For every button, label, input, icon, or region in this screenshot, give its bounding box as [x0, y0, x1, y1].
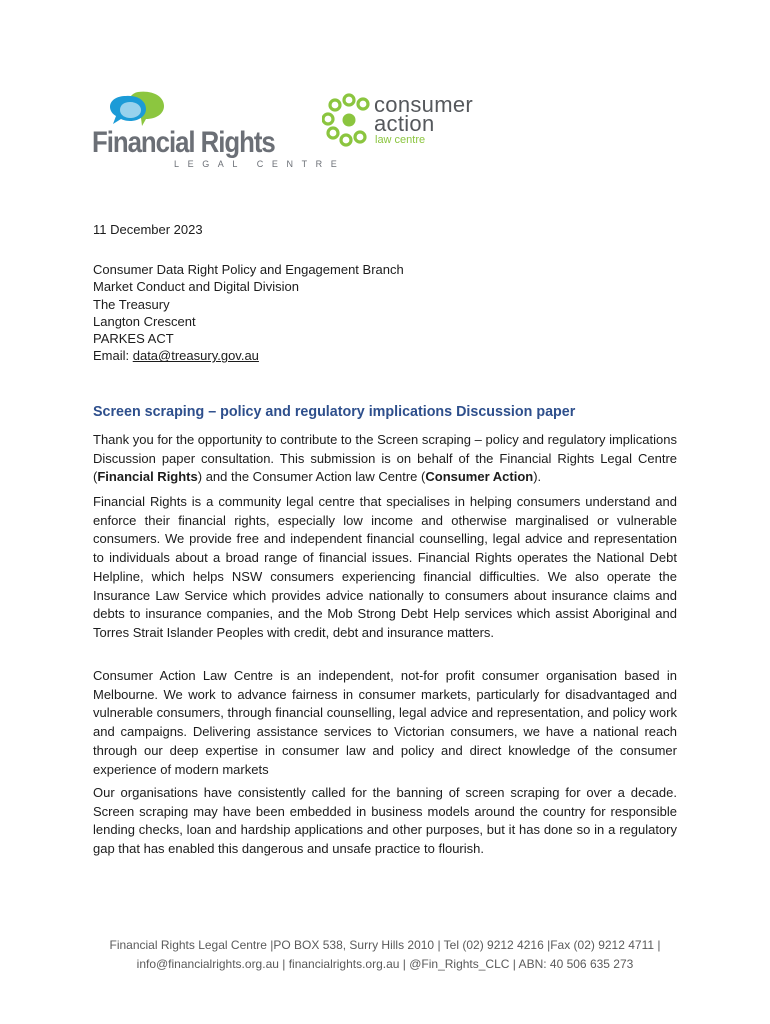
email-line: [93, 347, 404, 364]
paragraph-intro: [93, 431, 677, 487]
paragraph-consumer-action: Consumer Action Law Centre is an independent, not-for profit consumer organisation based in Melbourne. We work to advance fairness in consumer markets, particularly for disadvantaged and vulnerable consumers, through financial counselling, legal advice and representation, and policy work and campaigns. Delivering assistance services to Victorian consumers, we have a national reach through our deep expertise in consumer law and policy and direct knowledge of the consumer experience of modern markets: [93, 668, 677, 777]
paragraph-text: Thank you for the opportunity to contribute to the Screen scraping – policy and regulatory implications Discussion paper consultation. This submission is on behalf of the Financial Rights Legal Centre (: [93, 432, 677, 485]
address-line: Market Conduct and Digital Division: [93, 279, 299, 295]
financial-rights-logo-name: Financial Rights: [92, 126, 275, 159]
consumer-action-logo-line2: action: [374, 111, 435, 136]
paragraph-text: ).: [533, 469, 542, 485]
financial-rights-logo-subtitle: LEGAL CENTRE: [174, 159, 346, 169]
chain-circle-icon: [322, 92, 376, 148]
paragraph-text: ) and the Consumer Action law Centre (: [197, 469, 426, 485]
footer-line2: info@financialrights.org.au | financialrights.org.au | @Fin_Rights_CLC | ABN: 40 506 635 273: [136, 957, 634, 971]
email-link[interactable]: data@treasury.gov.au: [132, 348, 259, 364]
paragraph-financial-rights: Financial Rights is a community legal centre that specialises in helping consumers understand and enforce their financial rights, especially low income and otherwise marginalised or vulnerable consumers. We provide free and independent financial counselling, legal advice and representation to individuals about a broad range of financial issues. Financial Rights operates the National Debt Helpline, which helps NSW consumers experiencing financial difficulties. We also operate the Insurance Law Service which provides advice nationally to consumers about insurance claims and debts to insurance companies, and the Mob Strong Debt Help services which assist Aboriginal and Torres Strait Islander Peoples with credit, debt and insurance matters.: [93, 494, 677, 640]
document-heading: Screen scraping – policy and regulatory implications Discussion paper: [93, 404, 576, 420]
financial-rights-logo: [92, 88, 346, 169]
address-line: Langton Crescent: [93, 313, 196, 329]
bold-term: Consumer Action: [425, 469, 534, 485]
consumer-action-logo-line3: law centre: [375, 134, 426, 146]
email-label: Email:: [93, 348, 133, 364]
address-line: Consumer Data Right Policy and Engagement Branch: [93, 262, 404, 277]
consumer-action-logo: [322, 92, 512, 154]
address-line: PARKES ACT: [93, 331, 174, 347]
recipient-address: [93, 261, 404, 365]
footer-line1: Financial Rights Legal Centre |PO BOX 538, Surry Hills 2010 | Tel (02) 9212 4216 |Fax (02) 9212 4711 |: [109, 938, 661, 952]
address-line: The Treasury: [93, 296, 170, 312]
consumer-action-logo-line1: consumer: [374, 92, 473, 117]
letter-date: 11 December 2023: [93, 222, 203, 237]
paragraph-screen-scraping: Our organisations have consistently called for the banning of screen scraping for over a decade. Screen scraping may have been embedded in business models around the country for responsible lending checks, loan and hardship applications and other purposes, but it has done so in a regulatory gap that has enabled this dangerous and unsafe practice to flourish.: [93, 785, 677, 857]
bold-term: Financial Rights: [97, 469, 198, 485]
